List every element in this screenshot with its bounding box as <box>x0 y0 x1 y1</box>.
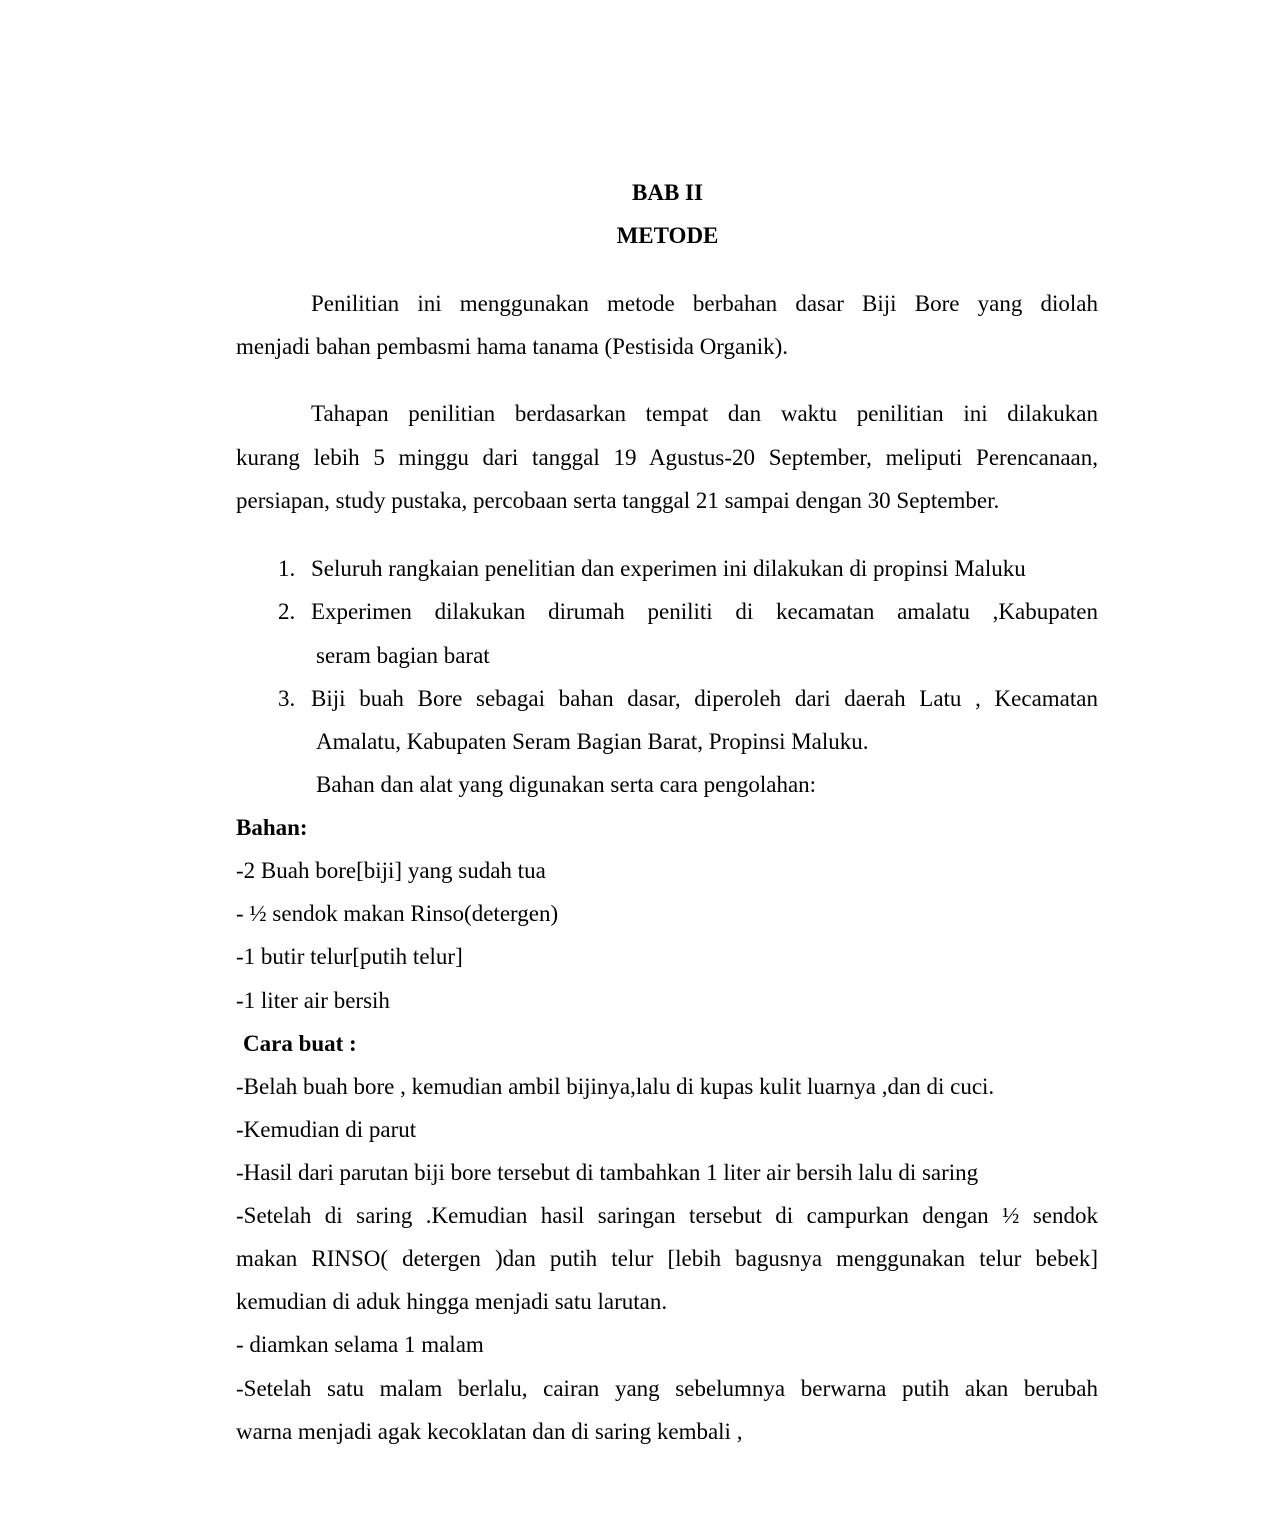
list-item-2-line-2: seram bagian barat <box>316 643 490 668</box>
paragraph-1-line-2: menjadi bahan pembasmi hama tanama (Pestisida Organik). <box>236 334 789 359</box>
materials-intro: Bahan dan alat yang digunakan serta cara pengolahan: <box>316 772 817 797</box>
cara-step-5: - diamkan selama 1 malam <box>236 1332 484 1357</box>
list-item-3-line-1: Biji buah Bore sebagai bahan dasar, diperoleh dari daerah Latu , Kecamatan <box>311 686 1098 711</box>
cara-step-2: -Kemudian di parut <box>236 1117 417 1142</box>
paragraph-1-line-1: Penilitian ini menggunakan metode berbahan dasar Biji Bore yang diolah <box>311 291 1098 316</box>
list-item-2-number: 2. <box>278 599 296 624</box>
chapter-heading: BAB II <box>632 180 703 205</box>
bahan-item-1: -2 Buah bore[biji] yang sudah tua <box>236 858 546 883</box>
paragraph-2-line-2: kurang lebih 5 minggu dari tanggal 19 Agustus-20 September, meliputi Perencanaan, <box>236 445 1098 470</box>
cara-step-4-line-1: -Setelah di saring .Kemudian hasil saringan tersebut di campurkan dengan ½ sendok <box>236 1203 1098 1228</box>
paragraph-2-line-1: Tahapan penilitian berdasarkan tempat dan waktu penilitian ini dilakukan <box>311 401 1098 426</box>
cara-step-1: -Belah buah bore , kemudian ambil bijinya,lalu di kupas kulit luarnya ,dan di cuci. <box>236 1074 995 1099</box>
list-item-3-line-2: Amalatu, Kabupaten Seram Bagian Barat, Propinsi Maluku. <box>316 729 869 754</box>
list-item-1-line-1: Seluruh rangkaian penelitian dan experimen ini dilakukan di propinsi Maluku <box>311 556 1026 581</box>
list-item-2-line-1: Experimen dilakukan dirumah peniliti di kecamatan amalatu ,Kabupaten <box>311 599 1098 624</box>
paragraph-2-line-3: persiapan, study pustaka, percobaan serta tanggal 21 sampai dengan 30 September. <box>236 488 1000 513</box>
cara-heading: Cara buat : <box>243 1031 357 1056</box>
cara-step-4-line-3: kemudian di aduk hingga menjadi satu larutan. <box>236 1289 668 1314</box>
cara-step-6-line-2: warna menjadi agak kecoklatan dan di saring kembali , <box>236 1419 743 1444</box>
cara-step-3: -Hasil dari parutan biji bore tersebut di tambahkan 1 liter air bersih lalu di saring <box>236 1160 979 1185</box>
bahan-item-4: -1 liter air bersih <box>236 988 390 1013</box>
list-item-1-number: 1. <box>278 556 296 581</box>
bahan-heading: Bahan: <box>236 815 308 840</box>
cara-step-6-line-1: -Setelah satu malam berlalu, cairan yang sebelumnya berwarna putih akan berubah <box>236 1376 1098 1401</box>
chapter-title: METODE <box>616 223 719 248</box>
cara-step-4-line-2: makan RINSO( detergen )dan putih telur [lebih bagusnya menggunakan telur bebek] <box>236 1246 1098 1271</box>
list-item-3-number: 3. <box>278 686 296 711</box>
bahan-item-2: - ½ sendok makan Rinso(detergen) <box>236 901 559 926</box>
bahan-item-3: -1 butir telur[putih telur] <box>236 944 463 969</box>
